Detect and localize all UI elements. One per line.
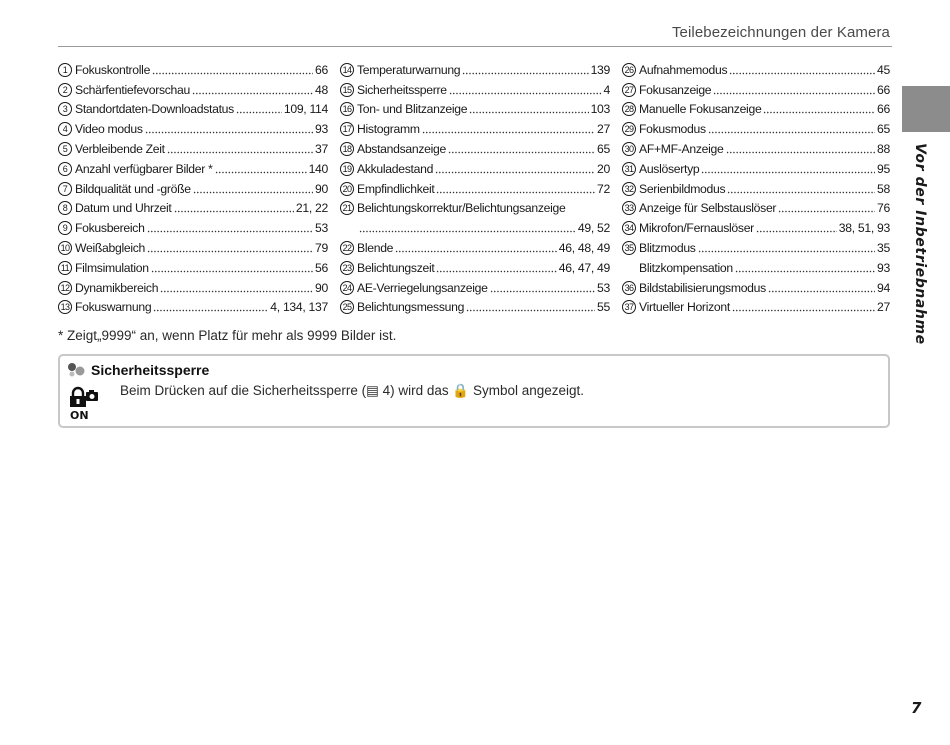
- parts-list-item: [622, 276, 890, 296]
- item-label: Belichtungsmessung: [357, 300, 465, 315]
- page-number: 7: [911, 699, 922, 717]
- item-number-badge: 37: [622, 300, 636, 314]
- leader-dots: [435, 171, 595, 174]
- item-label: Standortdaten-Downloadstatus: [75, 102, 234, 117]
- item-number-badge: 30: [622, 142, 636, 156]
- item-label: Histogramm: [357, 122, 420, 137]
- leader-dots: [359, 230, 576, 233]
- leader-dots: [174, 210, 294, 213]
- item-number-badge: 6: [58, 162, 72, 176]
- parts-list-item: [58, 236, 328, 256]
- leader-dots: [151, 270, 313, 273]
- leader-dots: [448, 151, 595, 154]
- item-label: Belichtungszeit: [357, 260, 435, 275]
- item-label: Filmsimulation: [75, 260, 149, 275]
- item-number-badge: 19: [340, 162, 354, 176]
- parts-list-item: [58, 78, 328, 98]
- parts-list-item: [622, 117, 890, 137]
- parts-list-item: [340, 78, 610, 98]
- item-number-badge: 27: [622, 83, 636, 97]
- item-page-reference: 90: [315, 280, 328, 295]
- item-page-reference: 49, 52: [577, 221, 610, 236]
- parts-list-item: [622, 216, 890, 236]
- item-page-reference: 21, 22: [295, 201, 328, 216]
- item-label: Blende: [357, 240, 394, 255]
- lock-on-icon-label: ON: [70, 409, 89, 420]
- item-page-reference: 35: [877, 240, 890, 255]
- item-number-badge: 14: [340, 63, 354, 77]
- item-number-badge: 24: [340, 281, 354, 295]
- item-number-badge: 31: [622, 162, 636, 176]
- item-label: Manuelle Fokusanzeige: [639, 102, 762, 117]
- item-page-reference: 48: [315, 82, 328, 97]
- item-page-reference: 93: [877, 260, 890, 275]
- leader-dots: [768, 290, 875, 293]
- parts-list-item: [340, 58, 610, 78]
- item-label: Empfindlichkeit: [357, 181, 435, 196]
- item-label: Sicherheitssperre: [357, 82, 447, 97]
- item-page-reference: 4: [603, 82, 610, 97]
- item-page-reference: 45: [877, 62, 890, 77]
- leader-dots: [153, 309, 268, 312]
- parts-list-item: [622, 236, 890, 256]
- item-label: Aufnahmemodus: [639, 62, 728, 77]
- note-box: [58, 354, 890, 428]
- item-number-badge: 25: [340, 300, 354, 314]
- item-number-badge: 13: [58, 300, 72, 314]
- item-page-reference: 66: [877, 82, 890, 97]
- item-page-reference: 65: [877, 122, 890, 137]
- parts-list-item: [622, 177, 890, 197]
- leader-dots: [147, 250, 313, 253]
- item-page-reference: 56: [315, 260, 328, 275]
- parts-list-item: [58, 137, 328, 157]
- item-page-reference: 79: [315, 240, 328, 255]
- item-label: Bildqualität und -größe: [75, 181, 191, 196]
- item-label: Fokuskontrolle: [75, 62, 151, 77]
- item-label: Belichtungskorrektur/Belichtungsanzeige: [357, 201, 566, 216]
- item-number-badge: 34: [622, 221, 636, 235]
- item-page-reference: 65: [597, 141, 610, 156]
- item-page-reference: 66: [315, 62, 328, 77]
- item-page-reference: 90: [315, 181, 328, 196]
- item-page-reference: 66: [877, 102, 890, 117]
- item-page-reference: 20: [597, 161, 610, 176]
- parts-list-item: [58, 98, 328, 118]
- item-label: Auslösertyp: [639, 161, 700, 176]
- item-number-badge: 33: [622, 201, 636, 215]
- leader-dots: [778, 210, 875, 213]
- item-page-reference: 93: [315, 122, 328, 137]
- item-page-reference: 103: [590, 102, 610, 117]
- parts-list-item: [58, 177, 328, 197]
- item-number-badge: 9: [58, 221, 72, 235]
- item-label: AE-Verriegelungsanzeige: [357, 280, 488, 295]
- parts-list-item: [340, 296, 610, 316]
- header-divider: [58, 46, 892, 47]
- leader-dots: [490, 290, 595, 293]
- footnote: * Zeigt„9999“ an, wenn Platz für mehr als 9999 Bilder ist.: [58, 328, 397, 343]
- leader-dots: [462, 72, 588, 75]
- item-label: Fokusanzeige: [639, 82, 712, 97]
- parts-list-item: [340, 117, 610, 137]
- leader-dots: [395, 250, 557, 253]
- item-number-badge: 22: [340, 241, 354, 255]
- page-header-title: Teilebezeichnungen der Kamera: [671, 24, 890, 41]
- parts-list-column-1: [58, 58, 328, 315]
- item-number-badge: 16: [340, 102, 354, 116]
- item-page-reference: 76: [877, 201, 890, 216]
- note-icon: [66, 362, 88, 378]
- item-page-reference: 140: [308, 161, 328, 176]
- item-page-reference: 94: [877, 280, 890, 295]
- item-label: Verbleibende Zeit: [75, 141, 165, 156]
- item-page-reference: 53: [597, 280, 610, 295]
- leader-dots: [147, 230, 313, 233]
- item-number-badge: 8: [58, 201, 72, 215]
- parts-list-item: [340, 197, 610, 217]
- item-page-reference: 58: [877, 181, 890, 196]
- item-page-reference: 139: [590, 62, 610, 77]
- parts-list-item: [622, 256, 890, 276]
- item-page-reference: 95: [877, 161, 890, 176]
- item-number-badge: 35: [622, 241, 636, 255]
- item-number-badge: 36: [622, 281, 636, 295]
- parts-list-item: [622, 137, 890, 157]
- leader-dots: [152, 72, 313, 75]
- item-page-reference: 4, 134, 137: [270, 300, 328, 315]
- parts-list-item: [58, 296, 328, 316]
- leader-dots: [732, 309, 875, 312]
- item-number-badge: 21: [340, 201, 354, 215]
- item-number-badge: 12: [58, 281, 72, 295]
- item-page-reference: 37: [315, 141, 328, 156]
- parts-list-item: [58, 58, 328, 78]
- leader-dots: [167, 151, 313, 154]
- leader-dots: [145, 131, 313, 134]
- leader-dots: [422, 131, 595, 134]
- leader-dots: [708, 131, 875, 134]
- leader-dots: [763, 111, 875, 114]
- item-number-badge: 29: [622, 122, 636, 136]
- leader-dots: [701, 171, 875, 174]
- item-number-badge: 2: [58, 83, 72, 97]
- item-label: Schärfentiefevorschau: [75, 82, 190, 97]
- item-label: Anzeige für Selbstauslöser: [639, 201, 777, 216]
- item-label: Video modus: [75, 122, 143, 137]
- leader-dots: [726, 151, 876, 154]
- item-page-reference: 109, 114: [283, 102, 328, 117]
- leader-dots: [698, 250, 875, 253]
- parts-list-item: [58, 256, 328, 276]
- item-label: Fokusbereich: [75, 221, 145, 236]
- parts-list-item: [340, 157, 610, 177]
- note-title: Sicherheitssperre: [91, 362, 210, 378]
- parts-list-item: [340, 137, 610, 157]
- item-label: Blitzkompensation: [639, 260, 733, 275]
- item-number-badge: [622, 261, 636, 275]
- parts-list-item: [340, 256, 610, 276]
- leader-dots: [729, 72, 875, 75]
- parts-list-item: [58, 216, 328, 236]
- leader-dots: [215, 171, 307, 174]
- leader-dots: [466, 309, 595, 312]
- leader-dots: [192, 92, 313, 95]
- parts-list-item: [58, 117, 328, 137]
- chapter-tab: [902, 86, 950, 132]
- item-page-reference: 38, 51, 93: [838, 221, 890, 236]
- item-label: Anzahl verfügbarer Bilder *: [75, 161, 213, 176]
- item-number-badge: 4: [58, 122, 72, 136]
- parts-list-item: [622, 98, 890, 118]
- item-label: Weißabgleich: [75, 240, 146, 255]
- leader-dots: [727, 191, 875, 194]
- parts-list-item: [622, 78, 890, 98]
- item-label: Fokusmodus: [639, 122, 706, 137]
- item-label: Bildstabilisierungsmodus: [639, 280, 766, 295]
- leader-dots: [160, 290, 313, 293]
- leader-dots: [469, 111, 588, 114]
- item-number-badge: 20: [340, 182, 354, 196]
- leader-dots: [436, 191, 595, 194]
- parts-list-item: [340, 276, 610, 296]
- leader-dots: [236, 111, 282, 114]
- item-label: Blitzmodus: [639, 240, 696, 255]
- item-number-badge: 10: [58, 241, 72, 255]
- item-label: Temperaturwarnung: [357, 62, 461, 77]
- parts-list-item: [58, 276, 328, 296]
- item-number-badge: 17: [340, 122, 354, 136]
- parts-list-item: [340, 216, 610, 236]
- note-body: Beim Drücken auf die Sicherheitssperre (▤ 4) wird das 🔒 Symbol angezeigt.: [120, 383, 585, 398]
- item-number-badge: 3: [58, 102, 72, 116]
- item-page-reference: 46, 48, 49: [558, 240, 610, 255]
- parts-list-column-3: [622, 58, 890, 315]
- item-number-badge: 7: [58, 182, 72, 196]
- leader-dots: [756, 230, 837, 233]
- parts-list-item: [340, 236, 610, 256]
- item-page-reference: 88: [877, 141, 890, 156]
- leader-dots: [713, 92, 875, 95]
- item-number-badge: 11: [58, 261, 72, 275]
- item-number-badge: [340, 221, 354, 235]
- item-number-badge: 32: [622, 182, 636, 196]
- item-number-badge: 5: [58, 142, 72, 156]
- leader-dots: [735, 270, 875, 273]
- item-page-reference: 46, 47, 49: [558, 260, 610, 275]
- parts-list-item: [622, 157, 890, 177]
- item-page-reference: 27: [597, 122, 610, 137]
- chapter-tab-label: Vor der Inbetriebnahme: [912, 143, 928, 345]
- item-label: Ton- und Blitzanzeige: [357, 102, 468, 117]
- item-number-badge: 28: [622, 102, 636, 116]
- parts-list-item: [340, 177, 610, 197]
- item-label: Virtueller Horizont: [639, 300, 730, 315]
- parts-list-item: [622, 58, 890, 78]
- parts-list-item: [58, 197, 328, 217]
- item-label: AF+MF-Anzeige: [639, 141, 724, 156]
- item-number-badge: 18: [340, 142, 354, 156]
- leader-dots: [449, 92, 602, 95]
- item-number-badge: 26: [622, 63, 636, 77]
- item-number-badge: 23: [340, 261, 354, 275]
- item-label: Akkuladestand: [357, 161, 434, 176]
- item-label: Serienbildmodus: [639, 181, 726, 196]
- leader-dots: [436, 270, 556, 273]
- item-page-reference: 27: [877, 300, 890, 315]
- item-label: Dynamikbereich: [75, 280, 159, 295]
- item-number-badge: 1: [58, 63, 72, 77]
- parts-list-item: [622, 296, 890, 316]
- item-number-badge: 15: [340, 83, 354, 97]
- lock-on-icon: [68, 386, 100, 420]
- parts-list-item: [340, 98, 610, 118]
- item-page-reference: 53: [315, 221, 328, 236]
- parts-list-item: [622, 197, 890, 217]
- item-label: Fokuswarnung: [75, 300, 152, 315]
- parts-list-item: [58, 157, 328, 177]
- item-page-reference: 55: [597, 300, 610, 315]
- parts-list-column-2: [340, 58, 610, 315]
- item-label: Datum und Uhrzeit: [75, 201, 172, 216]
- item-label: Mikrofon/Fernauslöser: [639, 221, 754, 236]
- item-label: Abstandsanzeige: [357, 141, 447, 156]
- leader-dots: [193, 191, 313, 194]
- item-page-reference: 72: [597, 181, 610, 196]
